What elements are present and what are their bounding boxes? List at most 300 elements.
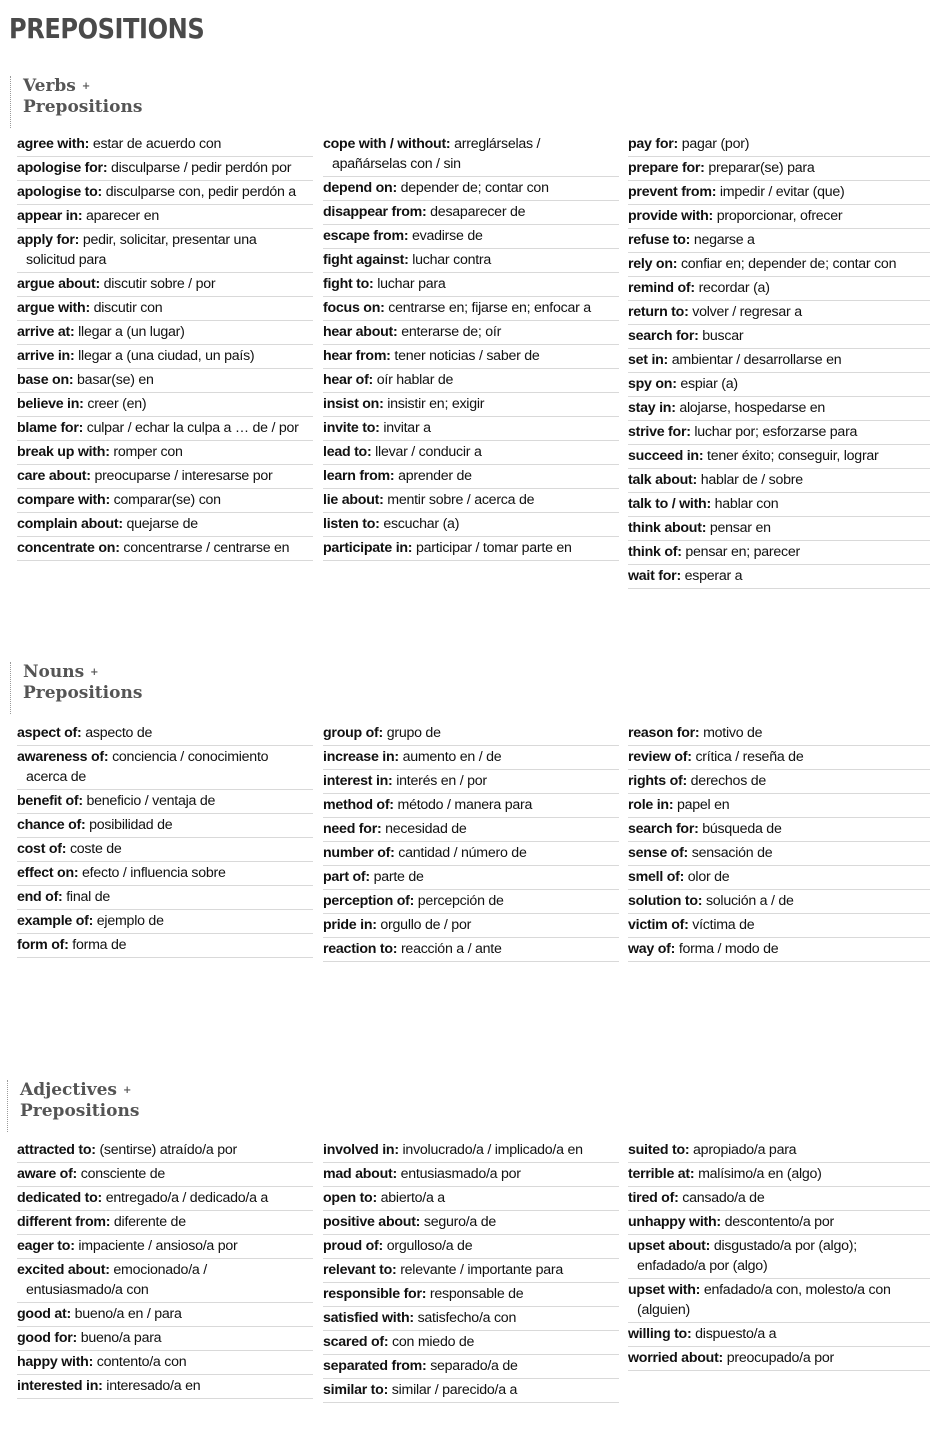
list-item: [628, 722, 930, 746]
preposition-term: effect on:: [17, 865, 79, 881]
list-item: [17, 814, 313, 838]
list-item: [17, 746, 313, 790]
translation: disculparse con, pedir perdón a: [105, 184, 296, 200]
translation: dispuesto/a a: [695, 1326, 777, 1342]
preposition-term: arrive in:: [17, 348, 75, 364]
translation: hablar con: [714, 496, 779, 512]
preposition-term: sense of:: [628, 845, 689, 861]
list-item: [323, 345, 619, 369]
translation: luchar para: [377, 276, 446, 292]
preposition-term: open to:: [323, 1190, 377, 1206]
list-item: [628, 397, 930, 421]
list-item: [17, 157, 313, 181]
list-item: [17, 934, 313, 958]
translation-continued: acerca de: [26, 769, 87, 785]
list-item: [323, 369, 619, 393]
list-item: [17, 1375, 313, 1399]
preposition-term: awareness of:: [17, 749, 109, 765]
preposition-term: interest in:: [323, 773, 393, 789]
list-item: [323, 722, 619, 746]
preposition-term: apologise for:: [17, 160, 108, 176]
translation: entusiasmado/a por: [400, 1166, 521, 1182]
list-item: [628, 325, 930, 349]
translation: hablar de / sobre: [700, 472, 803, 488]
list-item: [17, 229, 313, 273]
preposition-term: think about:: [628, 520, 707, 536]
preposition-term: complain about:: [17, 516, 123, 532]
preposition-term: number of:: [323, 845, 395, 861]
preposition-term: reaction to:: [323, 941, 398, 957]
preposition-term: responsible for:: [323, 1286, 427, 1302]
preposition-term: set in:: [628, 352, 669, 368]
list-item: [323, 890, 619, 914]
translation: pensar en; parecer: [685, 544, 800, 560]
list-item: [323, 393, 619, 417]
verbs-column-2: [323, 133, 619, 561]
preposition-term: arrive at:: [17, 324, 75, 340]
list-item: [628, 157, 930, 181]
verbs-column-3: [628, 133, 930, 589]
translation: impaciente / ansioso/a por: [78, 1238, 238, 1254]
preposition-term: focus on:: [323, 300, 385, 316]
translation: preparar(se) para: [708, 160, 815, 176]
preposition-term: eager to:: [17, 1238, 75, 1254]
preposition-term: happy with:: [17, 1354, 94, 1370]
preposition-term: review of:: [628, 749, 692, 765]
translation: cantidad / número de: [398, 845, 527, 861]
translation: estar de acuerdo con: [92, 136, 222, 152]
translation: romper con: [113, 444, 183, 460]
list-item: [628, 349, 930, 373]
plus-sign: +: [122, 1085, 132, 1096]
translation: diferente de: [113, 1214, 186, 1230]
preposition-term: good at:: [17, 1306, 71, 1322]
list-item: [17, 345, 313, 369]
translation: papel en: [677, 797, 730, 813]
translation: responsable de: [429, 1286, 524, 1302]
list-item: [628, 1139, 930, 1163]
translation: satisfecho/a con: [417, 1310, 517, 1326]
list-item: [17, 321, 313, 345]
translation: solución a / de: [705, 893, 794, 909]
translation: parte de: [373, 869, 424, 885]
list-item: [17, 1211, 313, 1235]
translation: motivo de: [703, 725, 763, 741]
preposition-term: need for:: [323, 821, 382, 837]
list-item: [17, 537, 313, 561]
list-item: [17, 910, 313, 934]
preposition-term: dedicated to:: [17, 1190, 103, 1206]
preposition-term: appear in:: [17, 208, 83, 224]
section-heading: [7, 1080, 139, 1132]
list-item: [323, 1379, 619, 1403]
translation: necesidad de: [385, 821, 467, 837]
translation: evadirse de: [412, 228, 483, 244]
list-item: [628, 770, 930, 794]
preposition-term: upset with:: [628, 1282, 701, 1298]
list-item: [17, 417, 313, 441]
preposition-term: different from:: [17, 1214, 111, 1230]
list-item: [17, 1139, 313, 1163]
preposition-term: search for:: [628, 328, 699, 344]
translation-continued: entusiasmado/a con: [26, 1282, 149, 1298]
list-item: [628, 205, 930, 229]
preposition-term: aware of:: [17, 1166, 78, 1182]
translation: separado/a de: [430, 1358, 518, 1374]
translation: aprender de: [398, 468, 472, 484]
list-item: [17, 722, 313, 746]
translation: impedir / evitar (que): [719, 184, 845, 200]
translation: olor de: [687, 869, 730, 885]
list-item: [628, 866, 930, 890]
list-item: [628, 445, 930, 469]
preposition-term: method of:: [323, 797, 394, 813]
list-item: [323, 249, 619, 273]
list-item: [628, 794, 930, 818]
list-item: [323, 1307, 619, 1331]
translation: buscar: [702, 328, 744, 344]
list-item: [628, 842, 930, 866]
translation: alojarse, hospedarse en: [679, 400, 826, 416]
translation: final de: [66, 889, 110, 905]
translation: volver / regresar a: [692, 304, 802, 320]
translation: pedir, solicitar, presentar una: [82, 232, 257, 248]
preposition-term: willing to:: [628, 1326, 692, 1342]
translation: forma de: [72, 937, 127, 953]
preposition-term: solution to:: [628, 893, 703, 909]
nouns-column-3: [628, 722, 930, 962]
translation: sensación de: [691, 845, 773, 861]
list-item: [323, 1139, 619, 1163]
list-item: [17, 133, 313, 157]
list-item: [628, 253, 930, 277]
translation: búsqueda de: [702, 821, 782, 837]
nouns-column-2: [323, 722, 619, 962]
preposition-term: pride in:: [323, 917, 377, 933]
translation: discutir sobre / por: [103, 276, 216, 292]
preposition-term: aspect of:: [17, 725, 82, 741]
translation-continued: apañárselas con / sin: [332, 156, 461, 172]
preposition-term: attracted to:: [17, 1142, 96, 1158]
list-item: [323, 417, 619, 441]
translation: entregado/a / dedicado/a a: [105, 1190, 269, 1206]
list-item: [628, 914, 930, 938]
translation: consciente de: [80, 1166, 166, 1182]
list-item: [17, 513, 313, 537]
translation: esperar a: [684, 568, 743, 584]
preposition-term: tired of:: [628, 1190, 679, 1206]
translation-continued: (alguien): [637, 1302, 690, 1318]
preposition-term: hear of:: [323, 372, 374, 388]
translation: involucrado/a / implicado/a en: [402, 1142, 583, 1158]
translation: orgulloso/a de: [386, 1238, 473, 1254]
translation: aparecer en: [86, 208, 159, 224]
list-item: [323, 273, 619, 297]
plus-sign: +: [90, 667, 99, 678]
translation: interesado/a en: [106, 1378, 201, 1394]
translation: quejarse de: [126, 516, 198, 532]
list-item: [323, 1331, 619, 1355]
list-item: [17, 1187, 313, 1211]
list-item: [323, 1211, 619, 1235]
preposition-term: remind of:: [628, 280, 695, 296]
preposition-term: form of:: [17, 937, 69, 953]
list-item: [628, 493, 930, 517]
translation: depender de; contar con: [400, 180, 549, 196]
preposition-term: worried about:: [628, 1350, 724, 1366]
list-item: [17, 790, 313, 814]
translation: escuchar (a): [383, 516, 460, 532]
translation: centrarse en; fijarse en; enfocar a: [388, 300, 591, 316]
translation-continued: solicitud para: [26, 252, 107, 268]
translation: coste de: [69, 841, 122, 857]
list-item: [628, 1323, 930, 1347]
preposition-term: similar to:: [323, 1382, 389, 1398]
translation: negarse a: [693, 232, 755, 248]
preposition-term: participate in:: [323, 540, 413, 556]
nouns-column-1: [17, 722, 313, 958]
translation: creer (en): [87, 396, 147, 412]
translation: ejemplo de: [96, 913, 164, 929]
preposition-term: break up with:: [17, 444, 110, 460]
list-item: [323, 177, 619, 201]
list-item: [628, 1211, 930, 1235]
list-item: [17, 1235, 313, 1259]
list-item: [628, 938, 930, 962]
preposition-term: cost of:: [17, 841, 67, 857]
heading-line2: Prepositions: [20, 1101, 140, 1121]
list-item: [628, 746, 930, 770]
list-item: [17, 465, 313, 489]
list-item: [17, 838, 313, 862]
translation: derechos de: [690, 773, 767, 789]
section-heading: [10, 662, 142, 714]
preposition-term: chance of:: [17, 817, 86, 833]
preposition-term: agree with:: [17, 136, 90, 152]
preposition-term: disappear from:: [323, 204, 427, 220]
adjectives-column-3: [628, 1139, 930, 1371]
list-item: [323, 1355, 619, 1379]
list-item: [323, 297, 619, 321]
preposition-term: suited to:: [628, 1142, 690, 1158]
preposition-term: role in:: [628, 797, 674, 813]
translation: abierto/a a: [380, 1190, 445, 1206]
translation: luchar por; esforzarse para: [694, 424, 858, 440]
list-item: [17, 273, 313, 297]
translation: posibilidad de: [89, 817, 173, 833]
list-item: [323, 1163, 619, 1187]
list-item: [628, 277, 930, 301]
translation: preocupado/a por: [726, 1350, 834, 1366]
translation: ambientar / desarrollarse en: [671, 352, 842, 368]
translation: bueno/a para: [80, 1330, 162, 1346]
preposition-term: mad about:: [323, 1166, 397, 1182]
list-item: [628, 421, 930, 445]
translation: cansado/a de: [682, 1190, 765, 1206]
translation: seguro/a de: [423, 1214, 497, 1230]
translation: mentir sobre / acerca de: [387, 492, 535, 508]
preposition-term: think of:: [628, 544, 682, 560]
translation: método / manera para: [397, 797, 533, 813]
translation: llegar a (una ciudad, un país): [78, 348, 255, 364]
translation: aumento en / de: [402, 749, 502, 765]
list-item: [628, 229, 930, 253]
translation: víctima de: [692, 917, 755, 933]
list-item: [17, 205, 313, 229]
translation: con miedo de: [392, 1334, 475, 1350]
list-item: [17, 1163, 313, 1187]
preposition-term: argue about:: [17, 276, 100, 292]
preposition-term: interested in:: [17, 1378, 103, 1394]
translation: crítica / reseña de: [695, 749, 804, 765]
preposition-term: succeed in:: [628, 448, 704, 464]
list-item: [628, 373, 930, 397]
translation: oír hablar de: [376, 372, 454, 388]
list-item: [17, 441, 313, 465]
list-item: [628, 1187, 930, 1211]
translation: beneficio / ventaja de: [86, 793, 216, 809]
heading-line1: Nouns: [23, 662, 85, 682]
translation: confiar en; depender de; contar con: [680, 256, 897, 272]
preposition-term: invite to:: [323, 420, 380, 436]
list-item: [323, 770, 619, 794]
list-item: [323, 537, 619, 561]
translation: luchar contra: [412, 252, 492, 268]
preposition-term: satisfied with:: [323, 1310, 414, 1326]
heading-line2: Prepositions: [23, 97, 143, 117]
list-item: [323, 842, 619, 866]
heading-line2: Prepositions: [23, 683, 143, 703]
translation: discutir con: [93, 300, 163, 316]
preposition-term: positive about:: [323, 1214, 421, 1230]
translation: desaparecer de: [430, 204, 526, 220]
translation: enterarse de; oír: [401, 324, 502, 340]
adjectives-column-1: [17, 1139, 313, 1399]
preposition-term: insist on:: [323, 396, 384, 412]
preposition-term: depend on:: [323, 180, 397, 196]
translation: efecto / influencia sobre: [82, 865, 226, 881]
list-item: [628, 818, 930, 842]
translation: forma / modo de: [678, 941, 779, 957]
list-item: [628, 517, 930, 541]
list-item: [323, 225, 619, 249]
translation: (sentirse) atraído/a por: [99, 1142, 237, 1158]
preposition-term: believe in:: [17, 396, 84, 412]
list-item: [17, 297, 313, 321]
preposition-term: group of:: [323, 725, 383, 741]
preposition-term: care about:: [17, 468, 91, 484]
translation: basar(se) en: [77, 372, 154, 388]
heading-line1: Verbs: [23, 76, 76, 96]
preposition-term: terrible at:: [628, 1166, 695, 1182]
list-item: [17, 489, 313, 513]
list-item: [17, 1259, 313, 1303]
preposition-term: scared of:: [323, 1334, 389, 1350]
translation: pensar en: [709, 520, 771, 536]
translation: emocionado/a /: [113, 1262, 207, 1278]
translation: conciencia / conocimiento: [112, 749, 269, 765]
preposition-term: fight to:: [323, 276, 374, 292]
adjectives-column-2: [323, 1139, 619, 1403]
list-item: [323, 465, 619, 489]
preposition-term: proud of:: [323, 1238, 383, 1254]
preposition-term: separated from:: [323, 1358, 427, 1374]
translation: comparar(se) con: [113, 492, 221, 508]
translation: pagar (por): [681, 136, 750, 152]
list-item: [17, 1303, 313, 1327]
translation: similar / parecido/a a: [391, 1382, 518, 1398]
translation: tener éxito; conseguir, lograr: [707, 448, 879, 464]
translation: apropiado/a para: [693, 1142, 797, 1158]
list-item: [628, 541, 930, 565]
list-item: [17, 393, 313, 417]
list-item: [323, 321, 619, 345]
list-item: [323, 1187, 619, 1211]
preposition-term: base on:: [17, 372, 74, 388]
preposition-term: rights of:: [628, 773, 687, 789]
list-item: [323, 914, 619, 938]
translation: malísimo/a en (algo): [698, 1166, 822, 1182]
translation: recordar (a): [698, 280, 770, 296]
translation: invitar a: [383, 420, 431, 436]
list-item: [323, 818, 619, 842]
list-item: [17, 181, 313, 205]
list-item: [323, 1235, 619, 1259]
verbs-column-1: [17, 133, 313, 561]
list-item: [323, 746, 619, 770]
preposition-term: spy on:: [628, 376, 677, 392]
preposition-term: listen to:: [323, 516, 380, 532]
translation: orgullo de / por: [380, 917, 472, 933]
translation: aspecto de: [85, 725, 153, 741]
preposition-term: good for:: [17, 1330, 77, 1346]
preposition-term: return to:: [628, 304, 689, 320]
translation: culpar / echar la culpa a … de / por: [86, 420, 299, 436]
list-item: [323, 794, 619, 818]
list-item: [628, 469, 930, 493]
list-item: [323, 938, 619, 962]
preposition-term: way of:: [628, 941, 676, 957]
list-item: [323, 1259, 619, 1283]
list-item: [323, 513, 619, 537]
preposition-term: blame for:: [17, 420, 84, 436]
list-item: [17, 1327, 313, 1351]
translation: percepción de: [417, 893, 504, 909]
list-item: [323, 1283, 619, 1307]
list-item: [628, 1279, 930, 1323]
preposition-term: search for:: [628, 821, 699, 837]
preposition-term: apologise to:: [17, 184, 103, 200]
list-item: [323, 201, 619, 225]
preposition-term: strive for:: [628, 424, 691, 440]
preposition-term: prevent from:: [628, 184, 717, 200]
list-item: [628, 181, 930, 205]
preposition-term: prepare for:: [628, 160, 705, 176]
heading-line1: Adjectives: [20, 1080, 117, 1100]
preposition-term: hear from:: [323, 348, 391, 364]
preposition-term: cope with / without:: [323, 136, 451, 152]
list-item: [628, 133, 930, 157]
preposition-term: lie about:: [323, 492, 384, 508]
translation: enfadado/a con, molesto/a con: [703, 1282, 891, 1298]
translation: reacción a / ante: [400, 941, 502, 957]
translation-continued: enfadado/a por (algo): [637, 1258, 768, 1274]
page-title: PREPOSITIONS: [9, 12, 205, 45]
preposition-term: benefit of:: [17, 793, 83, 809]
preposition-term: learn from:: [323, 468, 395, 484]
translation: arreglárselas /: [454, 136, 541, 152]
preposition-term: fight against:: [323, 252, 409, 268]
